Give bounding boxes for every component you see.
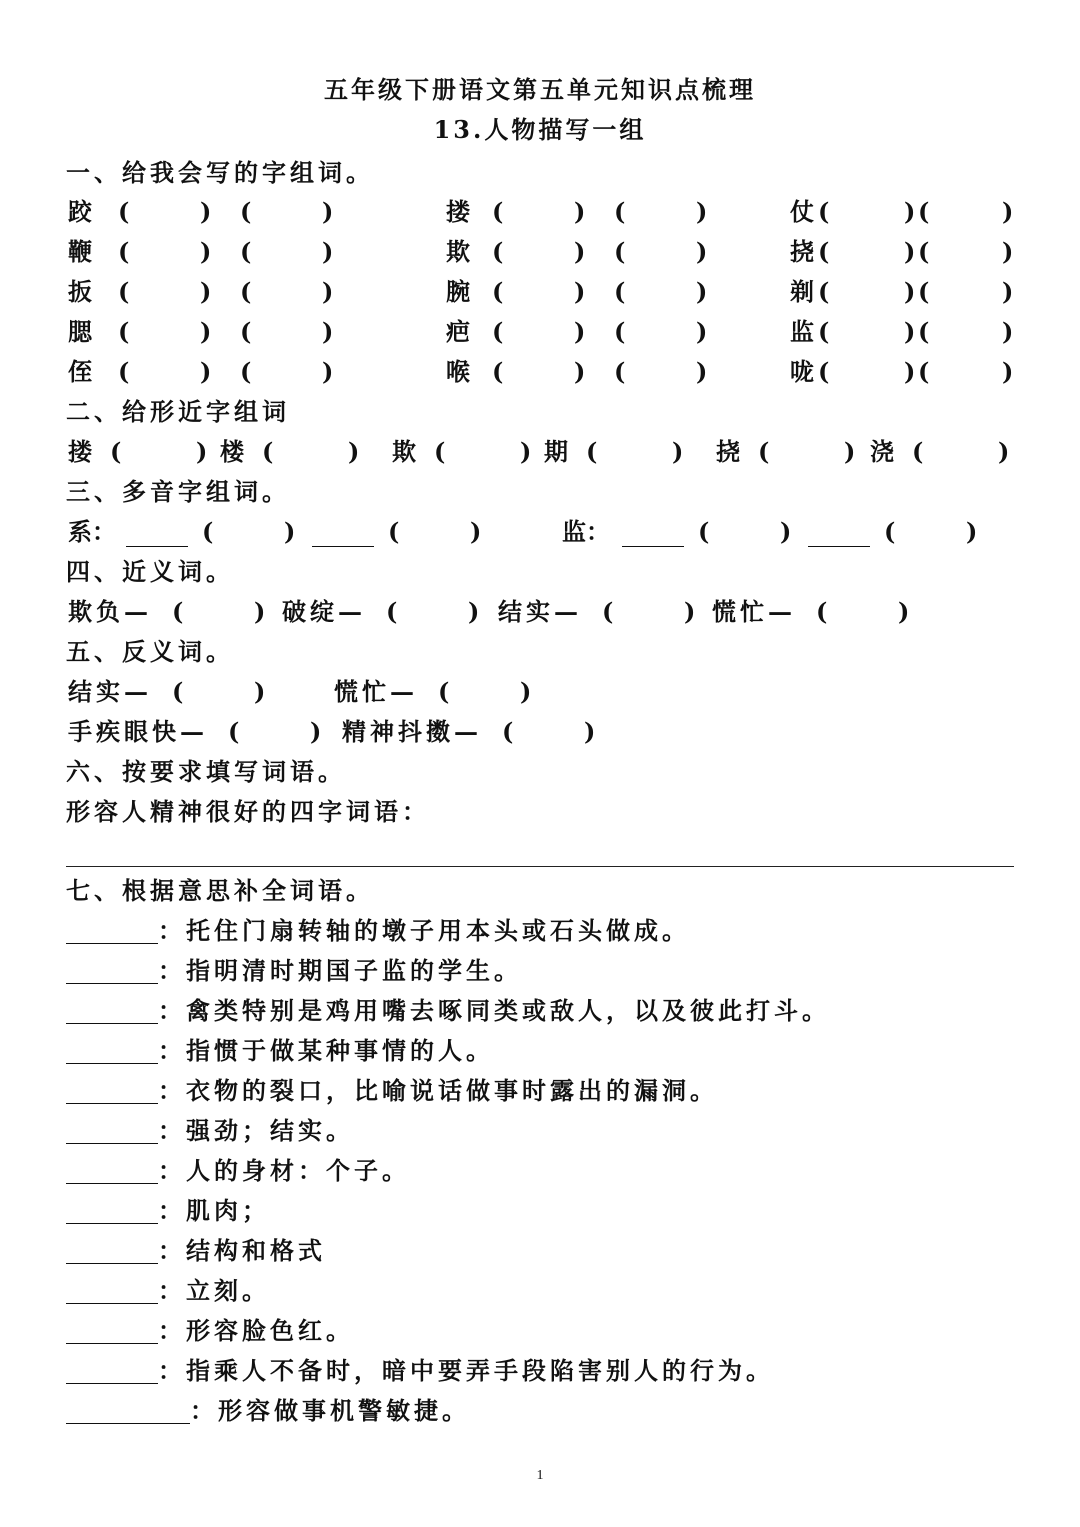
fill-blank — [66, 1319, 158, 1344]
grid-char: 跤 — [68, 197, 92, 226]
fill-blank — [622, 522, 684, 547]
definition-text: ：结构和格式 — [158, 1236, 326, 1265]
left-paren: ( — [816, 597, 828, 626]
antonym-word: 慌忙— — [334, 677, 418, 706]
left-paren: ( — [918, 197, 930, 226]
right-paren: ) — [322, 317, 334, 346]
section-heading-7: 七、根据意思补全词语。 — [66, 876, 374, 905]
grid-char: 咙 — [790, 357, 814, 386]
fill-blank — [66, 999, 158, 1024]
right-paren: ) — [898, 597, 910, 626]
synonym-word: 结实— — [498, 597, 582, 626]
fill-blank — [66, 1359, 158, 1384]
right-paren: ) — [470, 517, 482, 546]
definition-text: ：托住门扇转轴的墩子用本头或石头做成。 — [158, 916, 690, 945]
right-paren: ) — [348, 437, 360, 466]
right-paren: ) — [322, 237, 334, 266]
left-paren: ( — [386, 597, 398, 626]
grid-char: 扳 — [68, 277, 92, 306]
fill-blank — [66, 1239, 158, 1264]
right-paren: ) — [966, 517, 978, 546]
definition-text: ：指明清时期国子监的学生。 — [158, 956, 522, 985]
left-paren: ( — [918, 237, 930, 266]
right-paren: ) — [574, 357, 586, 386]
fill-blank — [66, 919, 158, 944]
right-paren: ) — [322, 197, 334, 226]
right-paren: ) — [696, 277, 708, 306]
left-paren: ( — [438, 677, 450, 706]
grid-char: 挠 — [790, 237, 814, 266]
section-heading-2: 二、给形近字组词 — [66, 397, 290, 426]
polyphone-char: 监： — [562, 517, 610, 546]
section-heading-4: 四、近义词。 — [66, 557, 234, 586]
similar-char: 欺 — [392, 437, 416, 466]
definition-text: ：禽类特别是鸡用嘴去啄同类或敌人，以及彼此打斗。 — [158, 996, 830, 1025]
left-paren: ( — [492, 197, 504, 226]
fill-blank — [126, 522, 188, 547]
left-paren: ( — [818, 317, 830, 346]
left-paren: ( — [602, 597, 614, 626]
fill-blank — [312, 522, 374, 547]
left-paren: ( — [918, 357, 930, 386]
left-paren: ( — [502, 717, 514, 746]
definition-text: ：形容脸色红。 — [158, 1316, 354, 1345]
right-paren: ) — [520, 677, 532, 706]
left-paren: ( — [172, 597, 184, 626]
fill-blank — [66, 1279, 158, 1304]
left-paren: ( — [818, 197, 830, 226]
fill-blank — [66, 1119, 158, 1144]
synonym-word: 欺负— — [68, 597, 152, 626]
definition-text: ：指惯于做某种事情的人。 — [158, 1036, 494, 1065]
grid-char: 腕 — [446, 277, 470, 306]
right-paren: ) — [468, 597, 480, 626]
definition-text: ：人的身材：个子。 — [158, 1156, 410, 1185]
fill-blank — [66, 959, 158, 984]
left-paren: ( — [818, 357, 830, 386]
definition-text: ：形容做事机警敏捷。 — [190, 1396, 470, 1425]
right-paren: ) — [696, 317, 708, 346]
page-subtitle: 13.人物描写一组 — [433, 115, 647, 144]
right-paren: ) — [1002, 277, 1014, 306]
left-paren: ( — [614, 277, 626, 306]
right-paren: ) — [904, 237, 916, 266]
fill-blank — [808, 522, 870, 547]
right-paren: ) — [574, 197, 586, 226]
grid-char: 仗 — [790, 197, 814, 226]
similar-char: 搂 — [68, 437, 92, 466]
right-paren: ) — [574, 277, 586, 306]
left-paren: ( — [118, 357, 130, 386]
left-paren: ( — [434, 437, 446, 466]
right-paren: ) — [200, 277, 212, 306]
left-paren: ( — [492, 237, 504, 266]
page-number: 1 — [536, 1468, 544, 1483]
antonym-word: 精神抖擞— — [342, 717, 482, 746]
definition-text: ：肌肉； — [158, 1196, 270, 1225]
left-paren: ( — [492, 277, 504, 306]
section-heading-1: 一、给我会写的字组词。 — [66, 158, 374, 187]
right-paren: ) — [684, 597, 696, 626]
definition-text: ：立刻。 — [158, 1276, 270, 1305]
right-paren: ) — [844, 437, 856, 466]
definition-text: ：衣物的裂口，比喻说话做事时露出的漏洞。 — [158, 1076, 718, 1105]
synonym-word: 破绽— — [282, 597, 366, 626]
antonym-word: 结实— — [68, 677, 152, 706]
left-paren: ( — [118, 197, 130, 226]
right-paren: ) — [200, 197, 212, 226]
antonym-word: 手疾眼快— — [68, 717, 208, 746]
right-paren: ) — [520, 437, 532, 466]
left-paren: ( — [240, 237, 252, 266]
left-paren: ( — [758, 437, 770, 466]
left-paren: ( — [172, 677, 184, 706]
fill-blank — [66, 1039, 158, 1064]
left-paren: ( — [884, 517, 896, 546]
right-paren: ) — [200, 317, 212, 346]
left-paren: ( — [614, 237, 626, 266]
right-paren: ) — [696, 197, 708, 226]
right-paren: ) — [574, 317, 586, 346]
right-paren: ) — [200, 237, 212, 266]
section-heading-3: 三、多音字组词。 — [66, 477, 290, 506]
right-paren: ) — [696, 357, 708, 386]
left-paren: ( — [228, 717, 240, 746]
similar-char: 楼 — [220, 437, 244, 466]
section-heading-6: 六、按要求填写词语。 — [66, 757, 346, 786]
right-paren: ) — [310, 717, 322, 746]
left-paren: ( — [492, 317, 504, 346]
polyphone-char: 系： — [68, 517, 116, 546]
fill-blank — [66, 1079, 158, 1104]
right-paren: ) — [574, 237, 586, 266]
left-paren: ( — [118, 237, 130, 266]
similar-char: 挠 — [716, 437, 740, 466]
left-paren: ( — [818, 277, 830, 306]
left-paren: ( — [918, 277, 930, 306]
right-paren: ) — [196, 437, 208, 466]
right-paren: ) — [1002, 197, 1014, 226]
definition-text: ：强劲；结实。 — [158, 1116, 354, 1145]
right-paren: ) — [1002, 237, 1014, 266]
left-paren: ( — [912, 437, 924, 466]
right-paren: ) — [998, 437, 1010, 466]
right-paren: ) — [254, 597, 266, 626]
right-paren: ) — [1002, 317, 1014, 346]
right-paren: ) — [584, 717, 596, 746]
left-paren: ( — [614, 317, 626, 346]
grid-char: 喉 — [446, 357, 470, 386]
answer-line — [66, 866, 1014, 867]
right-paren: ) — [254, 677, 266, 706]
similar-char: 浇 — [870, 437, 894, 466]
section-heading-5: 五、反义词。 — [66, 637, 234, 666]
left-paren: ( — [586, 437, 598, 466]
synonym-word: 慌忙— — [712, 597, 796, 626]
left-paren: ( — [118, 317, 130, 346]
idiom-prompt: 形容人精神很好的四字词语： — [66, 797, 430, 826]
right-paren: ) — [696, 237, 708, 266]
left-paren: ( — [118, 277, 130, 306]
left-paren: ( — [240, 317, 252, 346]
left-paren: ( — [918, 317, 930, 346]
left-paren: ( — [240, 197, 252, 226]
page-title: 五年级下册语文第五单元知识点梳理 — [324, 75, 756, 104]
left-paren: ( — [240, 277, 252, 306]
fill-blank — [66, 1199, 158, 1224]
left-paren: ( — [614, 197, 626, 226]
right-paren: ) — [904, 357, 916, 386]
left-paren: ( — [110, 437, 122, 466]
similar-char: 期 — [544, 437, 568, 466]
right-paren: ) — [322, 277, 334, 306]
grid-char: 剃 — [790, 277, 814, 306]
right-paren: ) — [904, 317, 916, 346]
grid-char: 腮 — [68, 317, 92, 346]
left-paren: ( — [262, 437, 274, 466]
left-paren: ( — [614, 357, 626, 386]
right-paren: ) — [904, 197, 916, 226]
left-paren: ( — [240, 357, 252, 386]
right-paren: ) — [780, 517, 792, 546]
right-paren: ) — [904, 277, 916, 306]
fill-blank — [66, 1159, 158, 1184]
grid-char: 监 — [790, 317, 814, 346]
fill-blank — [66, 1399, 190, 1424]
grid-char: 疤 — [446, 317, 470, 346]
right-paren: ) — [200, 357, 212, 386]
left-paren: ( — [492, 357, 504, 386]
right-paren: ) — [322, 357, 334, 386]
grid-char: 侄 — [68, 357, 92, 386]
grid-char: 搂 — [446, 197, 470, 226]
left-paren: ( — [388, 517, 400, 546]
left-paren: ( — [698, 517, 710, 546]
definition-text: ：指乘人不备时，暗中要弄手段陷害别人的行为。 — [158, 1356, 774, 1385]
left-paren: ( — [818, 237, 830, 266]
right-paren: ) — [284, 517, 296, 546]
grid-char: 欺 — [446, 237, 470, 266]
right-paren: ) — [672, 437, 684, 466]
right-paren: ) — [1002, 357, 1014, 386]
left-paren: ( — [202, 517, 214, 546]
grid-char: 鞭 — [68, 237, 92, 266]
